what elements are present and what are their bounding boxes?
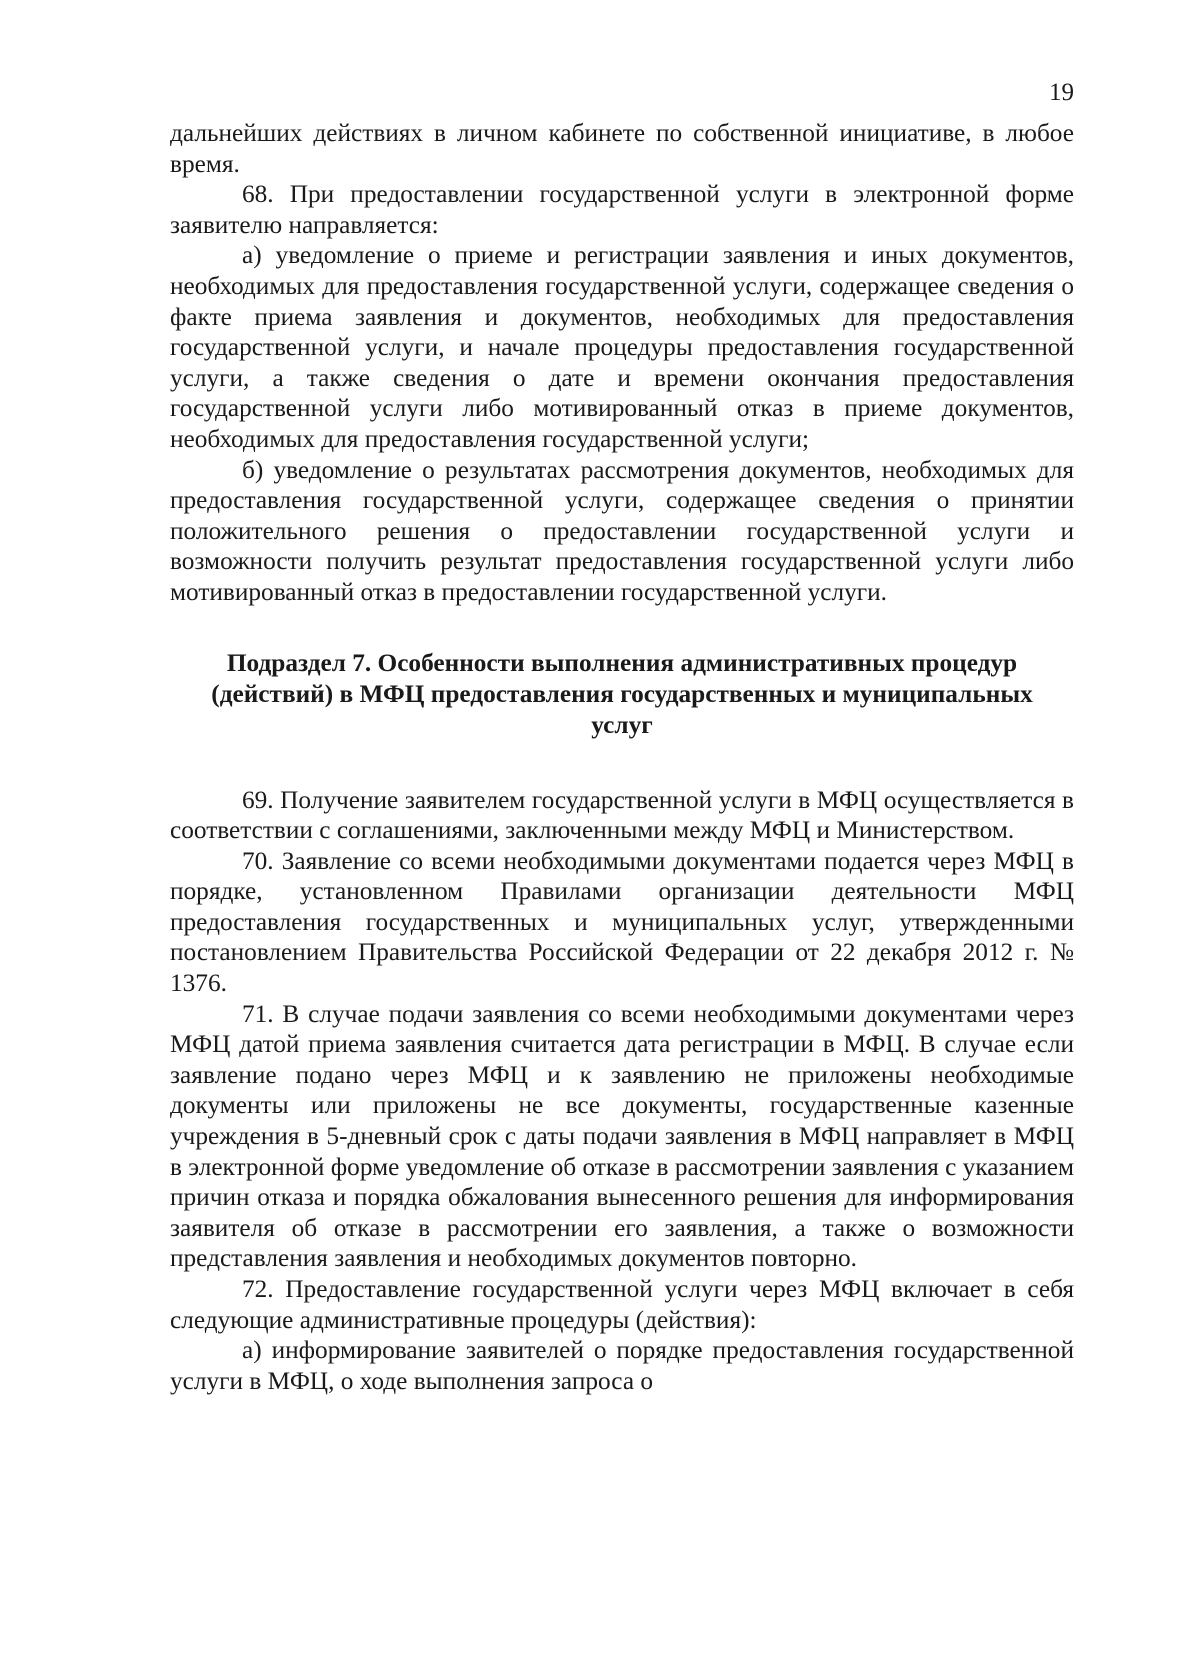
subsection-heading-line-2: (действий) в МФЦ предоставления государственных и муниципальных <box>211 679 1033 708</box>
paragraph-72: 72. Предоставление государственной услуги через МФЦ включает в себя следующие административные процедуры (действия): <box>170 1275 1074 1334</box>
paragraph-68-a: а) уведомление о приеме и регистрации заявления и иных документов, необходимых для предоставления государственной услуги, содержащее сведения о факте приема заявления и документов, необходимых для предоставления государственной услуги, и начале процедуры предоставления государственной услуги, а также сведения о дате и времени окончания предоставления государственной услуги либо мотивированный отказ в приеме документов, необходимых для предоставления государственной услуги; <box>170 241 1074 453</box>
subsection-heading <box>170 648 1074 741</box>
paragraph-68: 68. При предоставлении государственной услуги в электронной форме заявителю направляется: <box>170 180 1074 239</box>
paragraph-68-b: б) уведомление о результатах рассмотрения документов, необходимых для предоставления государственной услуги, содержащее сведения о принятии положительного решения о предоставлении государственной услуги и возможности получить результат предоставления государственной услуги либо мотивированный отказ в предоставлении государственной услуги. <box>170 455 1074 606</box>
subsection-heading-line-1: Подраздел 7. Особенности выполнения административных процедур <box>226 648 1018 677</box>
document-body <box>170 118 1074 1396</box>
paragraph-71: 71. В случае подачи заявления со всеми необходимыми документами через МФЦ датой приема заявления считается дата регистрации в МФЦ. В случае если заявление подано через МФЦ и к заявлению не приложены необходимые документы или приложены не все документы, государственные казенные учреждения в 5-дневный срок с даты подачи заявления в МФЦ направляет в МФЦ в электронной форме уведомление об отказе в рассмотрении заявления с указанием причин отказа и порядка обжалования вынесенного решения для информирования заявителя об отказе в рассмотрении его заявления, а также о возможности представления заявления и необходимых документов повторно. <box>170 999 1074 1273</box>
paragraph-69: 69. Получение заявителем государственной услуги в МФЦ осуществляется в соответствии с соглашениями, заключенными между МФЦ и Министерством. <box>170 785 1074 845</box>
paragraph-continuation: дальнейших действиях в личном кабинете по собственной инициативе, в любое время. <box>170 119 1074 178</box>
page-number: 19 <box>1049 79 1074 106</box>
paragraph-70: 70. Заявление со всеми необходимыми документами подается через МФЦ в порядке, установленном Правилами организации деятельности МФЦ предоставления государственных и муниципальных услуг, утвержденными постановлением Правительства Российской Федерации от 22 декабря 2012 г. № 1376. <box>170 846 1074 998</box>
paragraph-72-a: а) информирование заявителей о порядке предоставления государственной услуги в МФЦ, о ходе выполнения запроса о <box>170 1336 1074 1395</box>
subsection-heading-line-3: услуг <box>591 710 653 739</box>
